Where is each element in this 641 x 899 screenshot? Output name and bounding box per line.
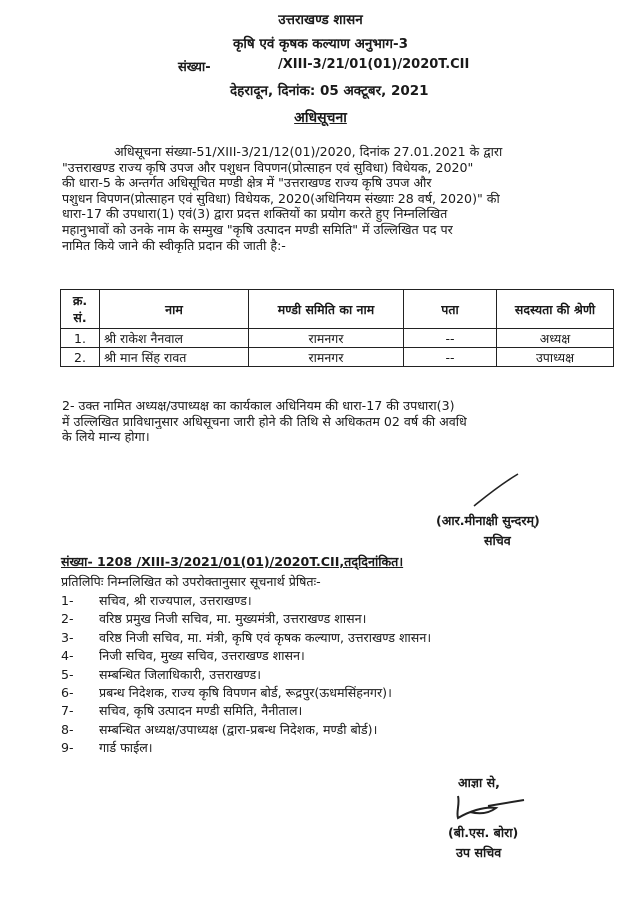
number-label: संख्या- [178, 60, 211, 75]
list-item-num: 4- [61, 648, 74, 664]
list-item-text: प्रबन्ध निदेशक, राज्य कृषि विपणन बोर्ड, रूद्रपुर(ऊधमसिंहनगर)। [99, 685, 392, 701]
signature-mark [470, 472, 522, 510]
para1-line: "उत्तराखण्ड राज्य कृषि उपज और पशुधन विपणन(प्रोत्साहन एवं सुविधा) विधेयक, 2020" [62, 159, 474, 175]
signatory1-name: (आर.मीनाक्षी सुन्दरम्) [436, 513, 540, 528]
para2-line: के लिये मान्य होगा। [62, 429, 150, 445]
number-value: /XIII-3/21/01(01)/2020T.CII [278, 57, 470, 72]
copy-intro: प्रतिलिपिः निम्नलिखित को उपरोक्तानुसार सूचनार्थ प्रेषितः- [61, 574, 321, 589]
list-item-text: सचिव, कृषि उत्पादन मण्डी समिति, नैनीताल। [99, 703, 303, 719]
list-item-num: 2- [61, 611, 74, 627]
list-item-text: निजी सचिव, मुख्य सचिव, उत्तराखण्ड शासन। [99, 648, 305, 664]
list-item-text: वरिष्ठ प्रमुख निजी सचिव, मा. मुख्यमंत्री, उत्तराखण्ड शासन। [99, 611, 367, 627]
signatory1-designation: सचिव [484, 533, 511, 548]
cell-category: उपाध्यक्ष [497, 348, 614, 367]
list-item [61, 721, 621, 739]
list-item [61, 610, 621, 628]
list-item-num: 5- [61, 666, 74, 682]
list-item-num: 3- [61, 629, 74, 645]
govt-name: उत्तराखण्ड शासन [278, 12, 363, 28]
list-item-text: सम्बन्धित जिलाधिकारी, उत्तराखण्ड। [99, 666, 262, 682]
para1-line: अधिसूचना संख्या-51/XIII-3/21/12(01)/2020, दिनांक 27.01.2021 के द्वारा [114, 144, 503, 159]
doc-title-text: अधिसूचना [294, 110, 347, 126]
copy-number: संख्या- 1208 /XIII-3/2021/01(01)/2020T.CII,तद्‌दिनांकित। [61, 554, 404, 569]
cell-address: -- [404, 329, 497, 348]
cell-committee: रामनगर [249, 329, 404, 348]
list-item [61, 702, 621, 720]
list-item [61, 739, 621, 757]
list-item [61, 629, 621, 647]
col-header-committee: मण्डी समिति का नाम [249, 290, 404, 329]
list-item-text: वरिष्ठ निजी सचिव, मा. मंत्री, कृषि एवं कृषक कल्याण, उत्तराखण्ड शासन। [99, 629, 432, 645]
col-header-address: पता [404, 290, 497, 329]
list-item-num: 1- [61, 593, 74, 608]
para1-line: महानुभावों को उनके नाम के सम्मुख "कृषि उत्पादन मण्डी समिति" में उल्लिखित पद पर [62, 221, 453, 237]
list-item [61, 684, 621, 702]
para2-line: में उल्लिखित प्राविधानुसार अधिसूचना जारी होने की तिथि से अधिकतम 02 वर्ष की अवधि [62, 413, 467, 429]
list-item-num: 7- [61, 703, 74, 719]
by-order: आज्ञा से, [458, 775, 500, 790]
signatory2-designation: उप सचिव [456, 845, 502, 860]
cell-address: -- [404, 348, 497, 367]
list-item-num: 8- [61, 721, 74, 737]
cell-name: श्री मान सिंह रावत [100, 348, 249, 367]
list-item [61, 666, 621, 684]
list-item-text: सम्बन्धित अध्यक्ष/उपाध्यक्ष (द्वारा-प्रबन्ध निदेशक, मण्डी बोर्ड)। [99, 721, 378, 737]
para2-line: 2- उक्त नामित अध्यक्ष/उपाध्यक्ष का कार्यकाल अधिनियम की धारा-17 की उपधारा(3) [62, 398, 455, 413]
table-row [61, 348, 614, 367]
cell-category: अध्यक्ष [497, 329, 614, 348]
place-date: देहरादून, दिनांक: 05 अक्टूबर, 2021 [230, 83, 429, 99]
para1-line: धारा-17 की उपधारा(1) एवं(3) द्वारा प्रदत्त शक्तियों का प्रयोग करते हुए निम्नलिखित [62, 206, 448, 222]
copy-list [61, 592, 621, 758]
para1-line: पशुधन विपणन(प्रोत्साहन एवं सुविधा) विधेयक, 2020(अधिनियम संख्याः 28 वर्ष, 2020)" की [62, 190, 500, 206]
cell-committee: रामनगर [249, 348, 404, 367]
table-row [61, 329, 614, 348]
col-header-category: सदस्यता की श्रेणी [497, 290, 614, 329]
paragraph-2 [62, 398, 610, 445]
department-section: कृषि एवं कृषक कल्याण अनुभाग-3 [233, 36, 408, 52]
list-item [61, 592, 621, 610]
list-item-text: गार्ड फाईल। [99, 740, 153, 756]
doc-title [0, 108, 641, 127]
signature-mark-2 [448, 790, 528, 824]
cell-serial: 2. [61, 348, 100, 367]
cell-serial: 1. [61, 329, 100, 348]
col-header-name: नाम [100, 290, 249, 329]
list-item [61, 647, 621, 665]
paragraph-1 [62, 144, 610, 253]
signatory2-name: (बी.एस. बोरा) [448, 825, 519, 840]
list-item-num: 9- [61, 740, 74, 756]
para1-line: की धारा-5 के अन्तर्गत अधिसूचित मण्डी क्षेत्र में "उत्तराखण्ड राज्य कृषि उपज और [62, 175, 432, 191]
list-item-num: 6- [61, 685, 74, 701]
table-header-row [61, 290, 614, 329]
list-item-text: सचिव, श्री राज्यपाल, उत्तराखण्ड। [99, 593, 252, 608]
committee-table [60, 289, 614, 367]
para1-line: नामित किये जाने की स्वीकृति प्रदान की जाती है:- [62, 237, 286, 253]
cell-name: श्री राकेश नैनवाल [100, 329, 249, 348]
col-header-serial: क्र. सं. [61, 290, 100, 329]
